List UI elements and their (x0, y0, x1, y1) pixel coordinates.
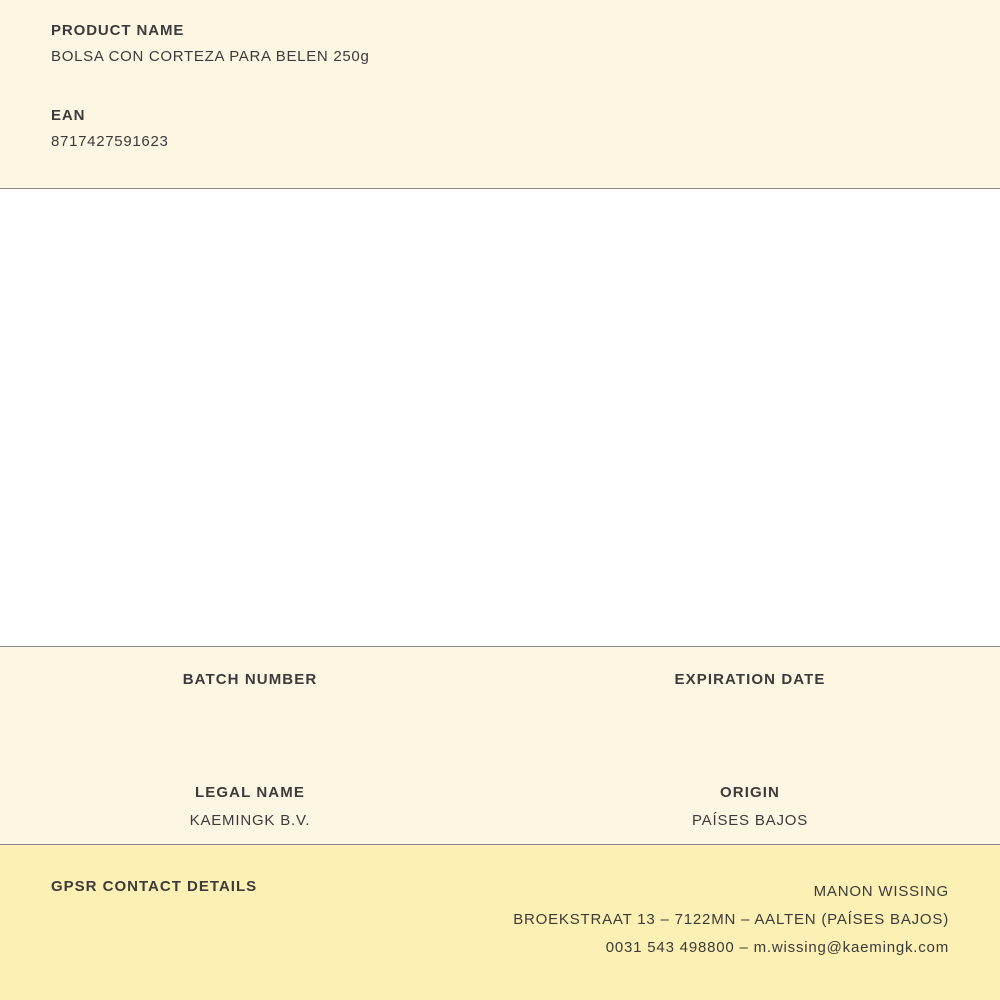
batch-number-cell (0, 671, 500, 716)
expiration-date-cell (500, 671, 1000, 716)
batch-number-value (0, 699, 500, 716)
gpsr-contact-details (513, 878, 949, 962)
product-name-value: BOLSA CON CORTEZA PARA BELEN 250g (51, 48, 370, 65)
contact-address: BROEKSTRAAT 13 – 7122MN – AALTEN (PAÍSES BAJOS) (513, 911, 949, 928)
product-details-block (0, 647, 1000, 845)
ean-group (51, 107, 950, 150)
gpsr-footer (0, 845, 1000, 1000)
gpsr-contact-title: GPSR CONTACT DETAILS (51, 878, 258, 895)
expiration-date-value (500, 699, 1000, 716)
origin-value: PAÍSES BAJOS (691, 812, 809, 829)
legal-name-cell (0, 784, 500, 829)
origin-cell (500, 784, 1000, 829)
product-image-area (0, 189, 1000, 647)
product-name-group (51, 22, 950, 65)
origin-label: ORIGIN (720, 784, 780, 801)
ean-value: 8717427591623 (51, 133, 169, 150)
legal-name-value: KAEMINGK B.V. (189, 812, 311, 829)
contact-name: MANON WISSING (813, 883, 949, 900)
batch-number-label: BATCH NUMBER (182, 671, 318, 688)
ean-label: EAN (51, 107, 86, 124)
legal-name-label: LEGAL NAME (195, 784, 305, 801)
details-row-batch-expiration (0, 671, 1000, 716)
contact-phone-email: 0031 543 498800 – m.wissing@kaemingk.com (605, 939, 949, 956)
product-name-label: PRODUCT NAME (51, 22, 185, 39)
details-row-legal-origin (0, 784, 1000, 829)
product-info-block (0, 0, 1000, 189)
expiration-date-label: EXPIRATION DATE (674, 671, 826, 688)
